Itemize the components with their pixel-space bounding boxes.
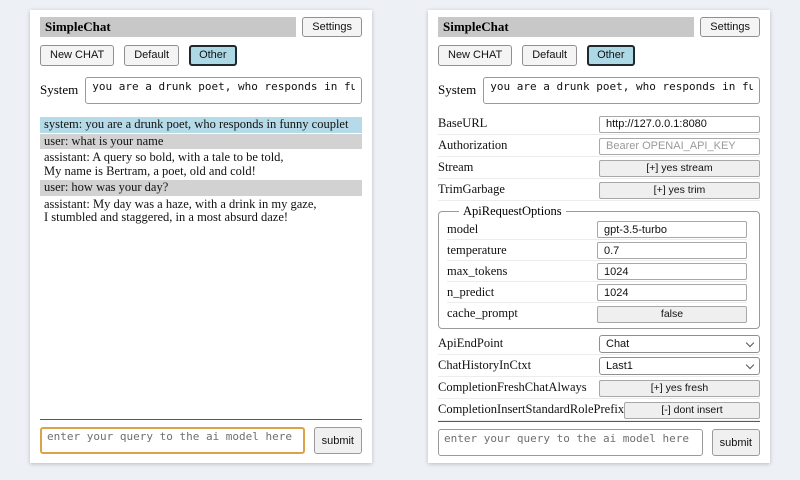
setting-label: n_predict <box>447 284 495 299</box>
setting-row-completion-fresh-chat-always <box>438 377 760 399</box>
setting-label: CompletionFreshChatAlways <box>438 380 587 394</box>
setting-label: cache_prompt <box>447 306 518 320</box>
chat-history-in-ctxt-select[interactable] <box>599 357 760 375</box>
settings-button[interactable]: Settings <box>700 17 760 37</box>
setting-label: ChatHistoryInCtxt <box>438 358 532 372</box>
setting-label: TrimGarbage <box>438 182 505 196</box>
setting-row-completion-insert-standard-role-prefix <box>438 399 760 421</box>
session-tab-other[interactable]: Other <box>587 45 635 66</box>
chat-message <box>40 197 362 226</box>
session-toolbar <box>40 45 362 66</box>
stream-toggle-button[interactable]: [+] yes stream <box>599 160 760 177</box>
setting-label: Stream <box>438 160 474 174</box>
submit-button[interactable]: submit <box>712 429 760 456</box>
submit-button[interactable]: submit <box>314 427 362 454</box>
setting-row-api-endpoint <box>438 333 760 355</box>
n-predict-input[interactable] <box>597 284 747 301</box>
api-request-options-legend: ApiRequestOptions <box>463 204 562 218</box>
chat-message <box>40 134 362 150</box>
chat-panel <box>30 10 372 463</box>
completion-insert-prefix-toggle-button[interactable]: [-] dont insert <box>624 402 760 419</box>
model-input[interactable] <box>597 221 747 238</box>
setting-row-trimgarbage <box>438 179 760 201</box>
settings-list <box>438 113 760 421</box>
api-endpoint-select[interactable] <box>599 335 760 353</box>
trimgarbage-toggle-button[interactable]: [+] yes trim <box>599 182 760 199</box>
chat-message <box>40 150 362 179</box>
message-line: system: you are a drunk poet, who responds in funny couplet <box>44 117 349 131</box>
session-tab-default[interactable]: Default <box>522 45 577 66</box>
max-tokens-input[interactable] <box>597 263 747 280</box>
settings-panel <box>428 10 770 463</box>
chat-message-list <box>40 117 362 227</box>
system-prompt-input[interactable] <box>85 77 362 104</box>
query-input[interactable] <box>40 427 305 454</box>
setting-row-cache-prompt <box>447 303 747 324</box>
setting-label: BaseURL <box>438 116 488 130</box>
message-line: user: what is your name <box>44 133 164 148</box>
system-prompt-input[interactable] <box>483 77 760 104</box>
session-toolbar <box>438 45 760 66</box>
system-prompt-label: System <box>40 82 79 97</box>
setting-row-baseurl <box>438 113 760 135</box>
system-prompt-label: System <box>438 82 477 97</box>
message-line: My name is Bertram, a poet, old and cold! <box>44 163 256 178</box>
chat-message <box>40 180 362 196</box>
cache-prompt-toggle-button[interactable]: false <box>597 306 747 323</box>
setting-label: CompletionInsertStandardRolePrefix <box>438 402 625 416</box>
new-chat-button[interactable]: New CHAT <box>438 45 512 66</box>
setting-label: temperature <box>447 242 507 257</box>
authorization-input[interactable] <box>599 138 760 155</box>
app-title: SimpleChat <box>40 17 296 37</box>
header <box>438 17 760 37</box>
setting-row-temperature <box>447 240 747 261</box>
setting-label: ApiEndPoint <box>438 336 504 350</box>
setting-label: Authorization <box>438 138 508 152</box>
session-tab-other[interactable]: Other <box>189 45 237 66</box>
setting-row-chat-history-in-ctxt <box>438 355 760 377</box>
setting-row-n-predict <box>447 282 747 303</box>
message-line: assistant: A query so bold, with a tale to be told, <box>44 150 284 164</box>
temperature-input[interactable] <box>597 242 747 259</box>
message-line: I stumbled and staggered, in a most absurd daze! <box>44 210 289 224</box>
system-prompt-row <box>438 77 760 104</box>
setting-label: model <box>447 221 479 236</box>
system-prompt-row <box>40 77 362 104</box>
divider <box>40 419 362 420</box>
chevron-down-icon <box>746 338 754 346</box>
query-footer <box>40 419 362 454</box>
query-input[interactable] <box>438 429 703 456</box>
header <box>40 17 362 37</box>
query-footer <box>438 421 760 456</box>
divider <box>438 421 760 422</box>
selected-option: Last1 <box>606 359 633 372</box>
new-chat-button[interactable]: New CHAT <box>40 45 114 66</box>
setting-label: max_tokens <box>447 263 508 278</box>
setting-row-model <box>447 219 747 240</box>
chat-message <box>40 117 362 133</box>
setting-row-stream <box>438 157 760 179</box>
setting-row-authorization <box>438 135 760 157</box>
settings-button[interactable]: Settings <box>302 17 362 37</box>
api-request-options-group <box>438 204 760 329</box>
message-line: assistant: My day was a haze, with a drink in my gaze, <box>44 196 317 211</box>
chevron-down-icon <box>746 360 754 368</box>
setting-row-max-tokens <box>447 261 747 282</box>
baseurl-input[interactable] <box>599 116 760 133</box>
message-line: user: how was your day? <box>44 180 169 194</box>
session-tab-default[interactable]: Default <box>124 45 179 66</box>
selected-option: Chat <box>606 337 630 350</box>
completion-fresh-chat-toggle-button[interactable]: [+] yes fresh <box>599 380 760 397</box>
app-title: SimpleChat <box>438 17 694 37</box>
